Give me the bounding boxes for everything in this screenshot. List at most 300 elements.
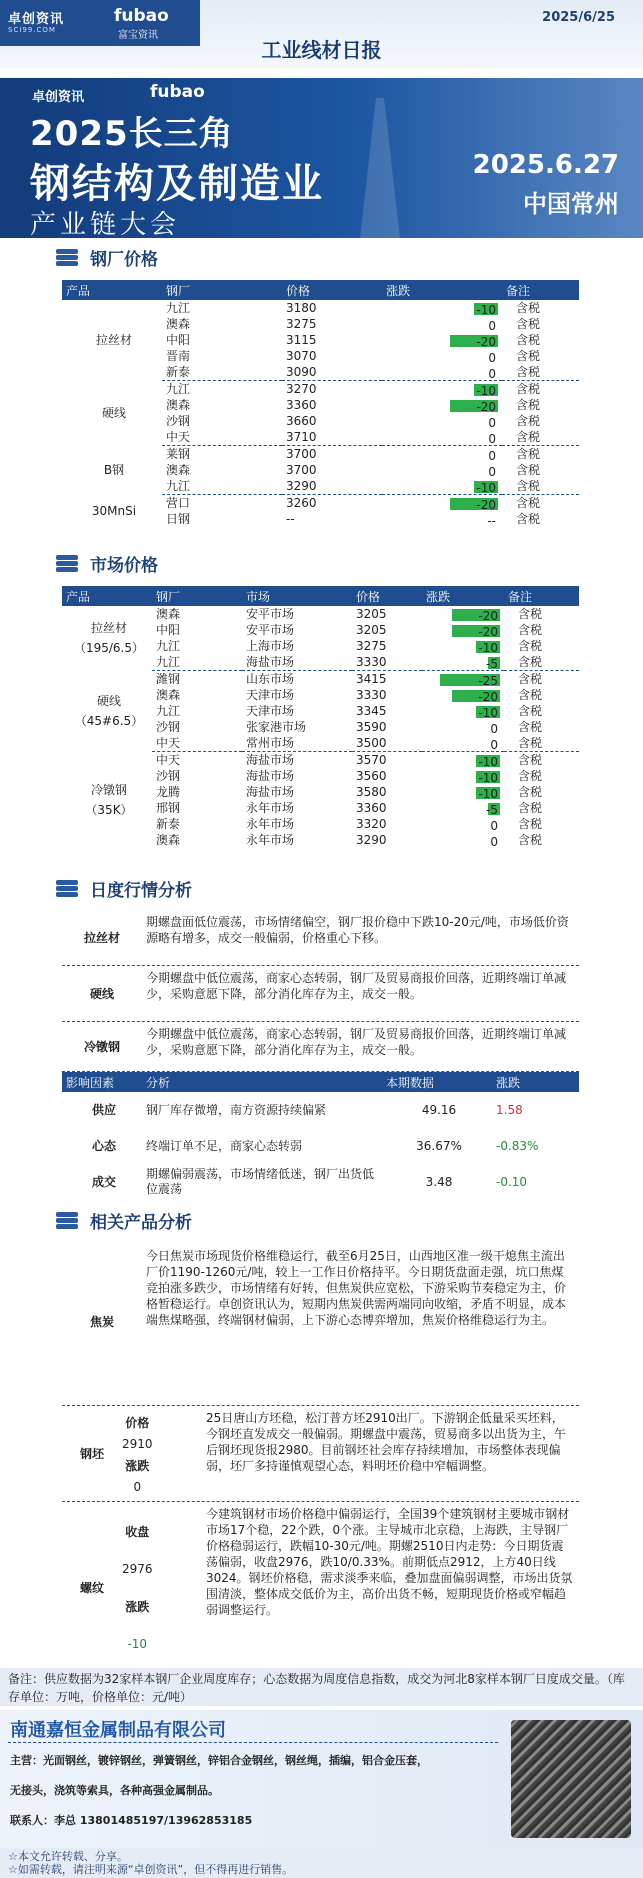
banner-city: 中国常州 [523,190,619,218]
stack-icon [56,880,78,898]
change-bar [386,497,502,512]
row-text: 25日唐山方坯稳，松汀普方坯2910出厂。下游钢企低量采买坯料，今钢坯直发成交一般偏弱。期螺盘中震荡，贸易商多以出货为主，午后钢坯现货报2980。目前钢坯社会库存持续增加，市场整体表现偏弱，坯厂多持谨慎观望心态，料明坯价稳中窄幅调整。 [206,1411,567,1473]
price-cell: 3205 [356,623,387,637]
stack-icon [56,555,78,573]
change-value: -20 [476,498,496,512]
factor-table [62,1072,579,1200]
ad-contact: 联系人：李总 13801485197/13962853185 [10,1814,253,1827]
section-related [56,1208,192,1233]
note-cell: 含税 [516,398,541,412]
market-price-table [62,586,579,848]
banner-year: 2025长三角 [30,114,234,154]
daily-analysis [62,910,579,1072]
banner-logo: 卓创资讯 [32,90,85,105]
market-cell: 常州市场 [242,735,352,752]
factor-value: 49.16 [421,1103,457,1117]
mill-cell: 澳森 [166,317,191,331]
banner-logo2: fubao [150,82,205,102]
mill-cell: 中阳 [166,333,191,347]
section-daily-analysis [56,876,192,901]
change-cell [422,606,504,622]
market-cell: 海盐市场 [246,785,295,799]
change-bar [426,834,504,849]
mill-cell: 晋南 [166,349,191,363]
copyright [0,1848,643,1878]
column-header: 备注 [504,586,579,606]
change-value: -10 [476,384,496,398]
price-value: 2910 [122,1436,153,1451]
note-cell: 含税 [518,607,543,621]
change-bar [426,754,504,769]
change-value: -10 [478,641,498,655]
table-header [62,586,579,606]
change-bar [386,302,502,317]
logo-fubao-sub: 富宝资讯 [118,30,158,41]
price-cell: 3330 [352,654,422,671]
copyright-line1: ☆本文允许转载、分享。 [8,1850,128,1863]
change-cell [422,654,504,671]
change-value: 0 [488,367,496,381]
row-key: 钢坯 [79,1447,104,1461]
analysis-row [62,1022,579,1072]
change-cell [422,703,504,719]
market-cell: 永年市场 [246,817,295,831]
price-cell: 3570 [356,753,387,767]
note-cell: 含税 [518,801,543,815]
market-cell: 上海市场 [246,639,295,653]
conference-banner[interactable] [0,78,643,238]
change-value: -20 [476,335,496,349]
mill-cell: 新泰 [162,364,282,381]
change-value: -10 [478,755,498,769]
column-header: 影响因素 [62,1072,142,1092]
price-cell: 3090 [282,364,382,381]
note-cell: 含税 [518,672,543,686]
table-row [62,1164,579,1200]
mill-cell: 潍钢 [156,672,181,686]
market-cell: 海盐市场 [242,654,352,671]
price-label: 价格 [125,1415,150,1430]
change-value: 0 [490,819,498,833]
mill-cell: 澳森 [156,833,181,847]
mill-cell: 中天 [162,429,282,446]
analysis-row [62,966,579,1022]
change-cell [382,300,502,316]
close-label: 收盘 [125,1525,150,1539]
change-bar [386,383,502,398]
price-cell: 3270 [286,382,317,396]
table-row [62,606,579,622]
table-row [62,1128,579,1164]
change-bar [426,802,504,817]
section-title: 日度行情分析 [90,881,192,901]
change-bar [426,608,504,623]
change-value: -5 [486,803,498,817]
product-cell [62,671,152,752]
column-header: 钢厂 [162,280,282,300]
change-bar [426,640,504,655]
price-cell: 3560 [356,769,387,783]
section-mill-price [56,245,158,270]
change-value: 0 [488,449,496,463]
price-cell: 3290 [356,833,387,847]
change-bar [386,448,502,463]
note-cell: 含税 [516,349,541,363]
note-cell: 含税 [516,333,541,347]
note-cell: 含税 [518,639,543,653]
wire-rope-image [511,1720,631,1838]
change-cell [382,511,502,527]
product-cell [62,606,152,671]
mill-cell: 沙钢 [166,414,191,428]
note-cell: 含税 [504,654,579,671]
factor-name: 心态 [91,1139,116,1153]
table-row [62,671,579,688]
market-cell: 海盐市场 [246,769,295,783]
product-spec: （195/6.5） [73,641,145,656]
product-name: 拉丝材 [90,621,127,636]
section-title: 钢厂价格 [90,250,158,270]
rebar-row [62,1502,579,1672]
mill-cell: 九江 [156,639,181,653]
mill-cell: 九江 [156,704,181,718]
price-cell: 3360 [356,801,387,815]
mill-cell: 中天 [152,735,242,752]
price-cell: 3500 [352,735,422,752]
close-value: 2976 [122,1562,153,1576]
column-header: 市场 [242,586,352,606]
mill-cell: 龙腾 [156,785,181,799]
market-cell: 天津市场 [246,704,295,718]
note-cell: 含税 [518,833,543,847]
change-value: -10 [127,1637,148,1651]
change-cell [382,478,502,495]
note-cell: 含税 [518,704,543,718]
change-bar [386,350,502,365]
change-cell [422,671,504,688]
market-cell: 永年市场 [246,833,295,847]
note-cell: 含税 [518,817,543,831]
change-value: -25 [478,674,498,688]
note-cell: 含税 [516,382,541,396]
related-analysis [62,1238,579,1672]
market-cell: 安平市场 [246,607,295,621]
price-cell: 3275 [286,317,317,331]
price-cell: 3700 [286,463,317,477]
price-cell: -- [286,512,295,526]
change-label: 涨跌 [125,1458,150,1473]
note-cell: 含税 [518,753,543,767]
change-cell [422,816,504,832]
section-title: 市场价格 [90,556,158,576]
note-cell: 含税 [516,301,541,315]
divider [8,1742,498,1743]
banner-main: 钢结构及制造业 [30,161,324,207]
change-bar [426,770,504,785]
table-row [62,300,579,316]
row-key: 焦炭 [89,1315,114,1329]
factor-change: -0.10 [496,1175,528,1189]
change-value: -20 [478,690,498,704]
price-cell: 3660 [286,414,317,428]
price-cell: 3260 [286,496,317,510]
product-name: 冷镦钢 [90,782,127,797]
note-cell: 含税 [516,447,541,461]
mill-price-table [62,280,579,527]
mill-cell: 日钢 [166,512,191,526]
mill-cell: 中天 [156,753,181,767]
factor-analysis: 钢厂库存微增，南方资源持续偏紧 [146,1102,327,1117]
change-bar [426,818,504,833]
factor-name: 成交 [91,1175,116,1189]
section-title: 相关产品分析 [90,1213,192,1233]
ad-line2: 无接头，浇筑等索具，各种高强金属制品。 [10,1784,219,1797]
change-value: -10 [478,787,498,801]
price-cell: 3700 [286,447,317,461]
change-bar [386,431,502,446]
mill-cell: 九江 [162,478,282,495]
change-cell [382,495,502,512]
product-cell [62,752,152,849]
analysis-text: 今期螺盘中低位震荡，商家心态转弱，钢厂及贸易商报价回落，近期终端订单减少，采购意愿下降，部分消化库存为主，成交一般。 [146,971,567,1001]
price-cell: 3205 [356,607,387,621]
price-cell: 3580 [356,785,387,799]
column-header: 产品 [62,280,162,300]
section-market-price [56,551,158,576]
change-bar [386,334,502,349]
change-cell [422,638,504,654]
column-header: 价格 [282,280,382,300]
product-spec: （45#6.5） [74,714,144,728]
change-value: 0 [488,416,496,430]
change-bar [386,399,502,414]
table-row [62,495,579,512]
change-bar [386,513,502,528]
note-cell: 含税 [504,735,579,752]
note-cell: 含税 [502,429,579,446]
change-cell [422,768,504,784]
price-cell: 3070 [286,349,317,363]
mill-cell: 营口 [166,496,191,510]
analysis-text: 今期螺盘中低位震荡，商家心态转弱，钢厂及贸易商报价回落，近期终端订单减少，采购意愿下降，部分消化库存为主，成交一般。 [146,1027,567,1057]
price-cell: 3590 [356,720,387,734]
change-value: -20 [478,609,498,623]
change-value: 0 [133,1479,142,1494]
factor-name: 供应 [91,1103,116,1117]
mill-cell: 澳森 [156,607,181,621]
rebar-key [62,1502,202,1672]
footnote: 备注：供应数据为32家样本钢厂企业周度库存；心态数据为周度信息指数，成交为河北8家样本钢厂日度成交量。（库存单位：万吨，价格单位：元/吨） [0,1668,643,1706]
table-header [62,1072,579,1092]
market-cell: 海盐市场 [246,753,295,767]
column-header: 涨跌 [492,1072,579,1092]
analysis-key: 冷镦钢 [83,1040,120,1054]
tower-graphic [360,98,400,238]
change-bar [426,673,504,688]
price-cell: 3330 [356,688,387,702]
change-value: -10 [478,706,498,720]
change-bar [426,656,504,671]
factor-change: -0.83% [496,1139,539,1153]
note-cell: 含税 [518,720,543,734]
change-cell [422,784,504,800]
copyright-line2: ☆如需转载，请注明来源“卓创资讯”，但不得再进行销售。 [8,1863,294,1876]
change-value: 0 [488,351,496,365]
ad-line1: 主营：光面钢丝，镀锌钢丝，弹簧钢丝，锌铝合金钢丝，钢丝绳，插编，铝合金压套， [10,1754,428,1767]
market-cell: 永年市场 [246,801,295,815]
change-bar [386,318,502,333]
product-cell: 拉丝材 [95,333,132,348]
mill-cell: 莱钢 [166,447,191,461]
price-cell: 3290 [282,478,382,495]
billet-key [62,1406,202,1501]
column-header: 本期数据 [382,1072,492,1092]
change-bar [386,366,502,381]
change-value: 0 [488,319,496,333]
price-cell: 3115 [286,333,317,347]
mill-cell: 中阳 [156,623,181,637]
change-bar [426,721,504,736]
change-cell [422,622,504,638]
mill-cell: 新泰 [156,817,181,831]
price-cell: 3180 [286,301,317,315]
market-cell: 安平市场 [246,623,295,637]
advertisement[interactable] [0,1710,643,1848]
change-label: 涨跌 [125,1600,150,1614]
change-cell [382,332,502,348]
change-bar [386,464,502,479]
change-cell [382,348,502,364]
banner-sub: 产业链大会 [30,210,181,238]
mill-cell: 沙钢 [156,720,181,734]
factor-analysis: 期螺偏弱震荡，市场情绪低迷，钢厂出货低位震荡 [146,1167,375,1196]
note-cell: 含税 [516,496,541,510]
change-value: 0 [490,835,498,849]
change-cell [422,719,504,735]
change-value: 0 [488,432,496,446]
change-bar [426,705,504,720]
change-bar [426,624,504,639]
mill-cell: 九江 [166,301,191,315]
mill-cell: 澳森 [166,398,191,412]
factor-change: 1.58 [496,1103,523,1117]
column-header: 涨跌 [422,586,504,606]
logo-fubao: fubao [114,6,169,26]
table-header [62,280,579,300]
change-value: -10 [476,303,496,317]
change-cell [382,462,502,478]
change-cell [382,381,502,398]
change-cell [382,429,502,446]
change-cell [422,832,504,848]
note-cell: 含税 [516,414,541,428]
note-cell: 含税 [518,769,543,783]
billet-row [62,1406,579,1502]
mill-cell: 九江 [152,654,242,671]
market-cell: 张家港市场 [246,720,307,734]
change-value: -5 [486,657,498,671]
note-cell: 含税 [502,364,579,381]
analysis-text: 期螺盘面低位震荡，市场情绪偏空，钢厂报价稳中下跌10-20元/吨，市场低价资源略有增多，成交一般偏弱，价格重心下移。 [146,915,569,945]
market-cell: 山东市场 [246,672,295,686]
stack-icon [56,249,78,267]
change-cell [382,397,502,413]
row-key: 螺纹 [79,1580,104,1595]
mill-cell: 沙钢 [156,769,181,783]
table-row [62,381,579,398]
factor-value: 36.67% [416,1139,462,1153]
row-text: 今日焦炭市场现货价格维稳运行，截至6月25日，山西地区准一级干熄焦主流出厂价1190-1260元/吨，较上一工作日价格持平。今日期货盘面走强，坑口焦煤竞拍涨多跌少，市场情绪有好转，但焦炭供应宽松，下游采购节奏稳定为主，价格暂稳运行。卓创资讯认为，短期内焦炭供需两端同向收缩，矛盾不明显，成本端焦煤略强，终端钢材偏弱，上下游心态博弈增加，焦炭价格维稳运行为主。 [146,1249,567,1327]
factor-value: 3.48 [425,1175,453,1189]
change-value: -10 [478,771,498,785]
coke-row [62,1238,579,1406]
product-cell: B钢 [103,463,125,477]
column-header: 涨跌 [382,280,502,300]
change-cell [382,446,502,463]
price-cell: 3320 [356,817,387,831]
table-row [62,1092,579,1128]
change-bar [426,737,504,752]
row-text: 今建筑钢材市场价格稳中偏弱运行，全国39个建筑钢材主要城市钢材市场17个稳，22个跌，0个涨。主导城市北京稳，上海跌，主导钢厂价格稳弱运行，跌幅10-30元/吨。期螺2510日内走势：今日期货震荡偏弱，收盘2976，跌10/0.33%。前期低点2912，上方40日线3024。钢坯价格稳，需求淡季来临，叠加盘面偏弱调整，市场出货氛围清淡，整体成交低价为主，高价出货不畅，短期现货价格或窄幅趋弱调整运行。 [206,1507,573,1617]
change-cell [422,735,504,752]
stack-icon [56,1212,78,1230]
price-cell: 3275 [356,639,387,653]
price-cell: 3360 [286,398,317,412]
mill-cell: 九江 [166,382,191,396]
company-name: 南通嘉恒金属制品有限公司 [10,1720,226,1741]
change-value: -- [487,514,496,528]
mill-cell: 澳森 [166,463,191,477]
factor-analysis: 终端订单不足，商家心态转弱 [146,1138,303,1153]
report-header [0,0,643,68]
change-cell [382,413,502,429]
note-cell: 含税 [502,478,579,495]
analysis-key: 硬线 [89,987,114,1001]
change-value: -10 [476,481,496,495]
note-cell: 含税 [516,317,541,331]
change-cell [422,752,504,769]
price-cell: 3415 [356,672,387,686]
column-header: 钢厂 [152,586,242,606]
change-value: 0 [490,738,498,752]
note-cell: 含税 [516,512,541,526]
column-header: 分析 [142,1072,382,1092]
product-cell: 30MnSi [91,503,137,518]
logo-sci99-sub: SCI99.COM [8,26,56,34]
change-value: -20 [478,625,498,639]
change-value: -20 [476,400,496,414]
column-header: 产品 [62,586,152,606]
market-cell: 天津市场 [246,688,295,702]
mill-cell: 邢钢 [156,801,181,815]
change-bar [386,480,502,495]
change-cell [382,364,502,381]
change-value: 0 [488,465,496,479]
note-cell: 含税 [518,623,543,637]
change-cell [422,800,504,816]
mill-cell: 澳森 [156,688,181,702]
table-row [62,446,579,463]
change-cell [382,316,502,332]
product-spec: （35K） [85,802,133,817]
column-header: 备注 [502,280,579,300]
note-cell: 含税 [518,688,543,702]
analysis-key: 拉丝材 [83,931,120,945]
analysis-row [62,910,579,966]
change-value: 0 [490,722,498,736]
report-date: 2025/6/25 [542,10,615,25]
report-title: 工业线材日报 [261,38,382,62]
